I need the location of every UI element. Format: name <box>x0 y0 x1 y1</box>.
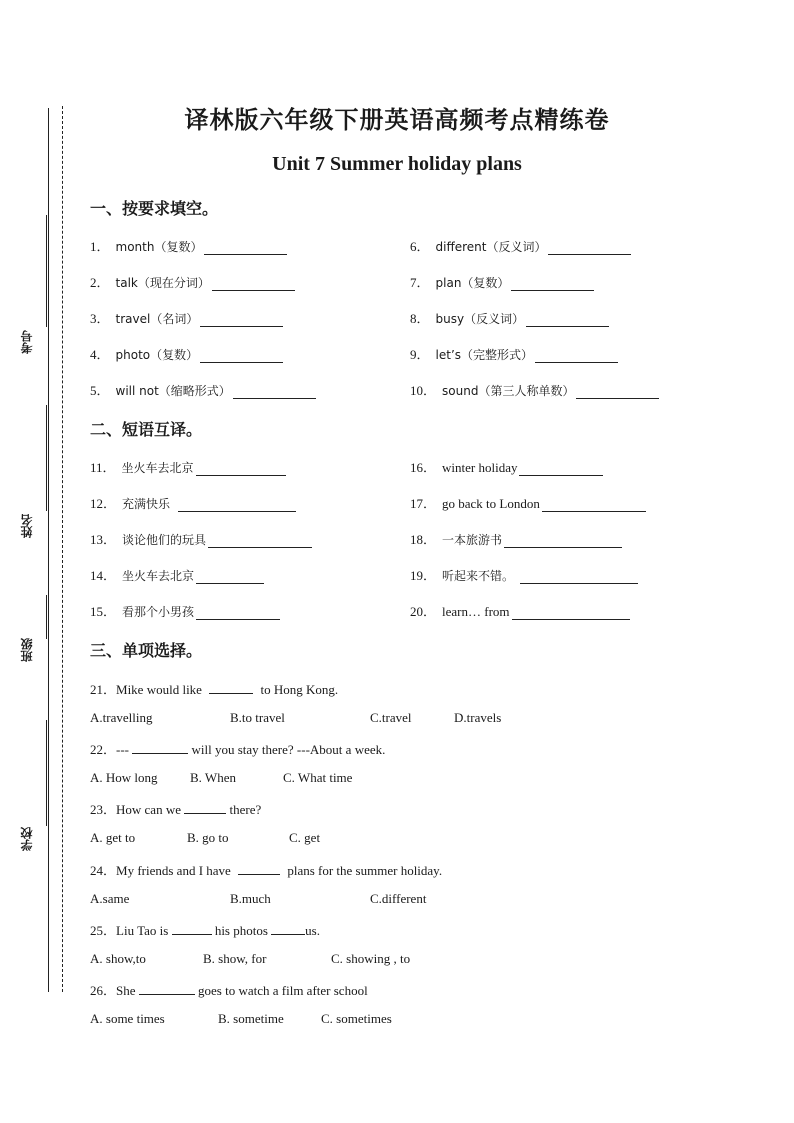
item-text: will not（缩略形式） <box>115 384 231 398</box>
option-a[interactable]: A. get to <box>90 830 136 845</box>
item-number: 2． <box>90 275 110 290</box>
item-text: plan（复数） <box>435 276 510 290</box>
option-b[interactable]: B. When <box>190 770 236 785</box>
question-text: Liu Tao is <box>116 923 172 938</box>
item-text: 看那个小男孩 <box>122 605 195 619</box>
question-text: will you stay there? ---About a week. <box>188 742 386 757</box>
item-text: learn… from <box>442 604 510 619</box>
answer-blank[interactable] <box>178 499 296 512</box>
field-school <box>18 720 48 860</box>
question-text: to Hong Kong. <box>257 682 339 697</box>
option-b[interactable]: B.to travel <box>230 710 285 725</box>
translate-item <box>90 457 286 476</box>
option-b[interactable]: B. go to <box>187 830 229 845</box>
option-c[interactable]: C. get <box>289 830 321 845</box>
answer-blank[interactable] <box>511 278 594 291</box>
question-text: She <box>116 983 139 998</box>
option-b[interactable]: B.much <box>230 891 271 906</box>
item-text: let’s（完整形式） <box>435 348 534 362</box>
answer-blank[interactable] <box>271 922 305 935</box>
option-c[interactable]: C.travel <box>370 710 412 725</box>
fill-item <box>410 344 618 363</box>
unit-subtitle: Unit 7 Summer holiday plans <box>272 153 522 175</box>
answer-blank[interactable] <box>212 278 295 291</box>
item-number: 8． <box>410 311 430 326</box>
question-stem <box>90 799 261 818</box>
item-number: 4． <box>90 347 110 362</box>
field-rule <box>46 720 47 826</box>
field-rule <box>46 215 47 327</box>
translate-item <box>410 457 603 476</box>
answer-blank[interactable] <box>233 386 316 399</box>
item-number: 16． <box>410 460 437 475</box>
question-number: 25． <box>90 923 117 938</box>
answer-blank[interactable] <box>172 922 212 935</box>
page-title: 译林版六年级下册英语高频考点精练卷 <box>184 106 610 134</box>
fill-item <box>410 236 631 255</box>
item-text: busy（反义词） <box>435 312 525 326</box>
item-text: 坐火车去北京 <box>122 569 195 583</box>
answer-blank[interactable] <box>512 607 630 620</box>
answer-blank[interactable] <box>139 982 195 995</box>
option-a[interactable]: A. some times <box>90 1011 165 1026</box>
fill-item <box>90 380 316 399</box>
option-a[interactable]: A.same <box>90 891 130 906</box>
item-number: 14． <box>90 568 117 583</box>
item-text: go back to London <box>442 496 540 511</box>
question-number: 26． <box>90 983 117 998</box>
field-label: 班级 <box>20 638 34 662</box>
fill-item <box>410 308 609 327</box>
option-a[interactable]: A.travelling <box>90 710 153 725</box>
item-text: 一本旅游书 <box>442 533 503 547</box>
question-text: goes to watch a film after school <box>194 983 368 998</box>
question-text: there? <box>226 802 262 817</box>
item-number: 12． <box>90 496 117 511</box>
section-heading: 三、单项选择。 <box>90 641 203 660</box>
translate-item <box>90 565 264 584</box>
answer-blank[interactable] <box>184 801 226 814</box>
question-number: 24． <box>90 863 117 878</box>
item-number: 17． <box>410 496 437 511</box>
answer-blank[interactable] <box>204 242 287 255</box>
item-text: talk（现在分词） <box>115 276 210 290</box>
option-d[interactable]: D.travels <box>454 710 502 725</box>
answer-blank[interactable] <box>519 463 603 476</box>
field-label: 学校 <box>20 827 34 851</box>
answer-blank[interactable] <box>576 386 659 399</box>
item-number: 20． <box>410 604 437 619</box>
question-stem <box>90 920 320 939</box>
item-text: month（复数） <box>115 240 203 254</box>
section-heading: 一、按要求填空。 <box>90 199 219 218</box>
question-number: 21． <box>90 682 117 697</box>
question-stem <box>90 860 442 879</box>
item-number: 5． <box>90 383 110 398</box>
answer-blank[interactable] <box>542 499 646 512</box>
translate-item <box>410 493 646 512</box>
translate-item <box>90 601 280 620</box>
fill-item <box>90 344 283 363</box>
fill-item <box>90 272 295 291</box>
item-number: 1． <box>90 239 110 254</box>
item-number: 13． <box>90 532 117 547</box>
cut-line <box>62 106 63 992</box>
translate-item <box>90 529 312 548</box>
item-number: 9． <box>410 347 430 362</box>
answer-blank[interactable] <box>535 350 618 363</box>
question-stem <box>90 980 368 999</box>
question-text: --- <box>116 742 133 757</box>
item-number: 7． <box>410 275 430 290</box>
item-number: 6． <box>410 239 430 254</box>
item-text: photo（复数） <box>115 348 199 362</box>
answer-blank[interactable] <box>132 741 188 754</box>
item-number: 11． <box>90 460 116 475</box>
option-c[interactable]: C. sometimes <box>321 1011 392 1026</box>
item-number: 15． <box>90 604 117 619</box>
item-text: sound（第三人称单数） <box>442 384 575 398</box>
translate-item <box>90 493 296 512</box>
question-text: My friends and I have <box>116 863 235 878</box>
item-text: 谈论他们的玩具 <box>122 533 207 547</box>
answer-blank[interactable] <box>208 535 312 548</box>
translate-item <box>410 565 638 584</box>
answer-blank[interactable] <box>526 314 609 327</box>
question-number: 22． <box>90 742 117 757</box>
translate-item <box>410 529 622 548</box>
section-heading: 二、短语互译。 <box>90 420 203 439</box>
item-number: 18． <box>410 532 437 547</box>
field-class <box>18 595 48 735</box>
item-number: 3． <box>90 311 110 326</box>
item-number: 10． <box>410 383 437 398</box>
fill-item <box>410 272 594 291</box>
question-text: How can we <box>116 802 185 817</box>
option-c[interactable]: C. showing , to <box>331 951 411 966</box>
question-text: us. <box>305 923 320 938</box>
answer-blank[interactable] <box>209 681 253 694</box>
item-number: 19． <box>410 568 437 583</box>
field-rule <box>46 405 47 511</box>
answer-blank[interactable] <box>196 463 286 476</box>
question-text: his photos <box>211 923 272 938</box>
fill-item <box>410 380 659 399</box>
item-text: winter holiday <box>442 460 518 475</box>
answer-blank[interactable] <box>504 535 622 548</box>
answer-blank[interactable] <box>196 571 264 584</box>
answer-blank[interactable] <box>520 571 638 584</box>
option-c[interactable]: C.different <box>370 891 427 906</box>
option-c[interactable]: C. What time <box>283 770 353 785</box>
answer-blank[interactable] <box>196 607 280 620</box>
field-label: 姓名 <box>20 514 34 538</box>
field-name <box>18 405 48 545</box>
question-stem <box>90 679 338 698</box>
option-b[interactable]: B. show, for <box>203 951 267 966</box>
option-a[interactable]: A. How long <box>90 770 158 785</box>
item-text: travel（名词） <box>115 312 199 326</box>
item-text: 听起来不错。 <box>442 569 515 583</box>
translate-item <box>410 601 630 620</box>
question-number: 23． <box>90 802 117 817</box>
answer-blank[interactable] <box>200 350 283 363</box>
question-stem <box>90 739 385 758</box>
answer-blank[interactable] <box>200 314 283 327</box>
field-rule <box>46 595 47 639</box>
question-text: Mike would like <box>116 682 206 697</box>
field-exam-number <box>18 215 48 355</box>
option-a[interactable]: A. show,to <box>90 951 146 966</box>
fill-item <box>90 308 283 327</box>
fill-item <box>90 236 287 255</box>
item-text: 坐火车去北京 <box>121 461 194 475</box>
answer-blank[interactable] <box>238 862 280 875</box>
question-text: plans for the summer holiday. <box>284 863 443 878</box>
item-text: 充满快乐 <box>122 497 171 511</box>
field-label: 考号 <box>20 330 34 354</box>
item-text: different（反义词） <box>435 240 547 254</box>
binding-line <box>48 108 49 992</box>
answer-blank[interactable] <box>548 242 631 255</box>
option-b[interactable]: B. sometime <box>218 1011 284 1026</box>
